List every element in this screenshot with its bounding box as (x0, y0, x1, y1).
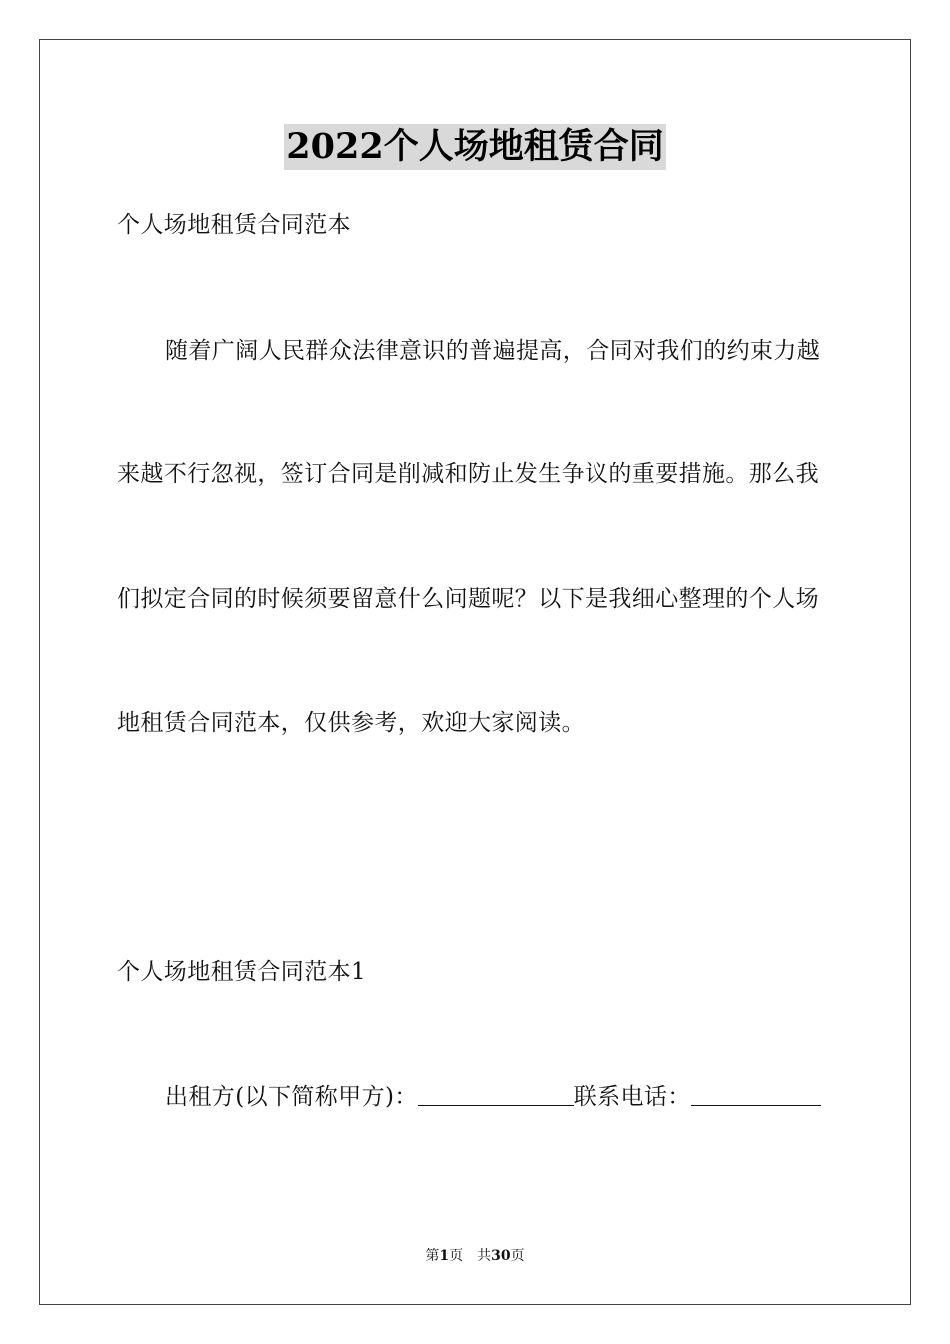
intro-line-2: 来越不行忽视，签订合同是削减和防止发生争议的重要措施。那么我 (117, 461, 819, 487)
section-heading: 个人场地租赁合同范本1 (117, 959, 367, 985)
page-number: 1 (439, 1248, 450, 1264)
intro-line-3: 们拟定合同的时候须要留意什么问题呢？以下是我细心整理的个人场 (117, 586, 819, 612)
total-pages: 30 (491, 1248, 511, 1264)
intro-line-4: 地租赁合同范本，仅供参考，欢迎大家阅读。 (117, 710, 585, 736)
phone-label: 联系电话： (573, 1084, 691, 1110)
document-title: 2022个人场地租赁合同 (284, 124, 665, 170)
page-footer (0, 1246, 950, 1266)
intro-line-1: 随着广阔人民群众法律意识的普遍提高，合同对我们的约束力越 (165, 338, 821, 364)
title-container (0, 124, 950, 170)
lessor-line (165, 1082, 821, 1112)
document-subtitle: 个人场地租赁合同范本 (117, 212, 351, 238)
page-suffix: 页 (449, 1248, 464, 1264)
total-prefix: 共 (477, 1248, 492, 1264)
total-suffix: 页 (510, 1248, 525, 1264)
page-prefix: 第 (425, 1248, 440, 1264)
lessor-fill-blank (418, 1085, 574, 1106)
lessor-label: 出租方(以下简称甲方)： (165, 1084, 418, 1110)
phone-fill-blank (691, 1085, 821, 1106)
